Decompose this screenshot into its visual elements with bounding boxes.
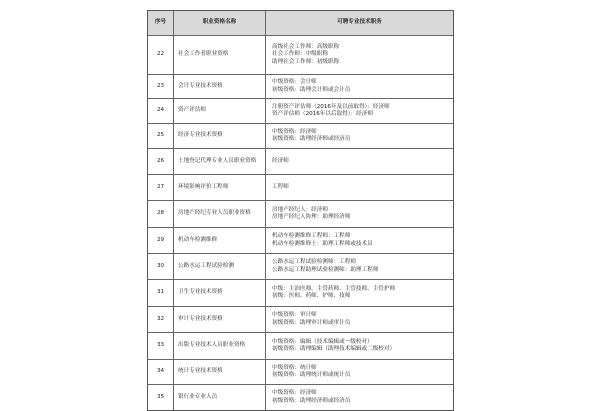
eligible-title-line: 高级社会工作师：高级职称: [272, 44, 340, 51]
eligible-titles-cell: [266, 280, 453, 306]
row-number: 35: [148, 385, 174, 410]
table-row: [148, 35, 453, 74]
row-number: 25: [148, 124, 174, 148]
qualification-name: 银行业专业人员: [174, 385, 266, 410]
eligible-titles-cell: [266, 175, 453, 200]
qualification-name: 环境影响评价工程师: [174, 175, 266, 200]
eligible-title-line: 资产评估师（2016年以后取得）：经济师: [272, 111, 373, 117]
table-row: [148, 306, 453, 332]
table-row: [148, 74, 453, 98]
row-number: 27: [148, 175, 174, 200]
eligible-title-line: 初级资格：助理编辑（助理技术编辑或二级校对）: [272, 346, 396, 352]
eligible-title-line: 助理社会工作师：初级职称: [272, 58, 340, 65]
eligible-title-line: 工程师: [272, 183, 289, 190]
qualification-name: 统计专业技术资格: [174, 360, 266, 384]
eligible-title-line: 房地产经纪人协理：助理经济师: [272, 214, 351, 220]
qualification-table: [147, 10, 454, 411]
eligible-titles-cell: [266, 124, 453, 148]
qualification-name: 审计专业技术资格: [174, 307, 266, 332]
table-row: [148, 253, 453, 279]
eligible-titles-cell: [266, 360, 453, 384]
eligible-title-line: 经济师: [272, 157, 289, 164]
qualification-name: 会计专业技术资格: [174, 75, 266, 98]
table-row: [148, 200, 453, 227]
eligible-title-line: 初级资格：助理统计师或统计员: [272, 372, 351, 378]
row-number: 28: [148, 201, 174, 227]
row-number: 32: [148, 307, 174, 332]
eligible-title-line: 中级资格：审计师: [272, 312, 317, 319]
eligible-title-line: 机动车检测维修工程师：工程师: [272, 233, 351, 240]
header-number: 序号: [148, 11, 174, 35]
eligible-titles-cell: [266, 75, 453, 98]
row-number: 22: [148, 36, 174, 74]
row-number: 33: [148, 333, 174, 359]
eligible-title-line: 中级资格：会计师: [272, 79, 317, 86]
eligible-titles-cell: [266, 36, 453, 74]
row-number: 30: [148, 254, 174, 279]
qualification-name: 房地产经纪专业人员职业资格: [174, 201, 266, 227]
qualification-name: 出版专业技术人员职业资格: [174, 333, 266, 359]
qualification-name: 经济专业技术资格: [174, 124, 266, 148]
eligible-title-line: 中级资格：经济师: [272, 390, 317, 397]
eligible-title-line: 中级资格：统计师: [272, 364, 317, 371]
table-row: [148, 98, 453, 123]
eligible-titles-cell: [266, 333, 453, 359]
table-row: [148, 359, 453, 384]
row-number: 24: [148, 99, 174, 123]
eligible-titles-cell: [266, 228, 453, 253]
header-qualification-name: 职业资格名称: [174, 11, 266, 35]
row-number: 29: [148, 228, 174, 253]
table-row: [148, 332, 453, 359]
header-eligible-titles: 可聘专业技术职务: [337, 19, 382, 26]
eligible-title-line: 初级资格：助理经济师或经济员: [272, 136, 351, 142]
eligible-title-line: 初级资格：助理审计师或审计员: [272, 319, 351, 326]
eligible-titles-cell: [266, 307, 453, 332]
row-number: 34: [148, 360, 174, 384]
table-row: [148, 384, 453, 410]
eligible-title-line: 注册资产评估师（2016年及以前取得）：经济师: [272, 103, 390, 110]
qualification-name: 公路水运工程试验检测: [174, 254, 266, 279]
eligible-title-line: 初级资格：助理经济师或经济员: [272, 397, 351, 404]
eligible-titles-cell: [266, 99, 453, 123]
eligible-title-line: 初级资格：助理会计师或会计员: [272, 86, 351, 93]
row-number: 26: [148, 149, 174, 174]
table-row: [148, 148, 453, 174]
row-number: 31: [148, 280, 174, 306]
eligible-titles-cell: [266, 201, 453, 227]
eligible-titles-cell: [266, 149, 453, 174]
table-row: [148, 227, 453, 253]
qualification-name: 卫生专业技术资格: [174, 280, 266, 306]
table-row: [148, 279, 453, 306]
table-body: [148, 35, 453, 410]
table-row: [148, 123, 453, 148]
eligible-title-line: 公路水运工程助理试验检测师：助理工程师: [272, 266, 379, 273]
eligible-title-line: 机动车检测维修士：助理工程师或技术员: [272, 240, 373, 247]
qualification-name: 机动车检测维修: [174, 228, 266, 253]
eligible-title-line: 社会工作师：中级职称: [272, 51, 328, 58]
qualification-name: 土地登记代理专业人员职业资格: [174, 149, 266, 174]
table-row: [148, 174, 453, 200]
eligible-title-line: 房地产经纪人：经济师: [272, 206, 328, 213]
qualification-name: 资产评估师: [174, 99, 266, 123]
eligible-titles-cell: [266, 385, 453, 410]
table-header: [148, 11, 453, 35]
eligible-title-line: 中级资格：编辑（技术编辑或一级校对）: [272, 338, 373, 345]
eligible-title-line: 初级：医师、药师、护师、技师: [272, 293, 351, 299]
row-number: 23: [148, 75, 174, 98]
eligible-title-line: 中级：主治医师、主管药师、主管技师、主管护师: [272, 285, 396, 292]
eligible-titles-cell: [266, 254, 453, 279]
qualification-name: 社会工作者职业资格: [174, 36, 266, 74]
eligible-title-line: 中级资格：经济师: [272, 128, 317, 135]
eligible-title-line: 公路水运工程试验检测师：工程师: [272, 259, 356, 266]
